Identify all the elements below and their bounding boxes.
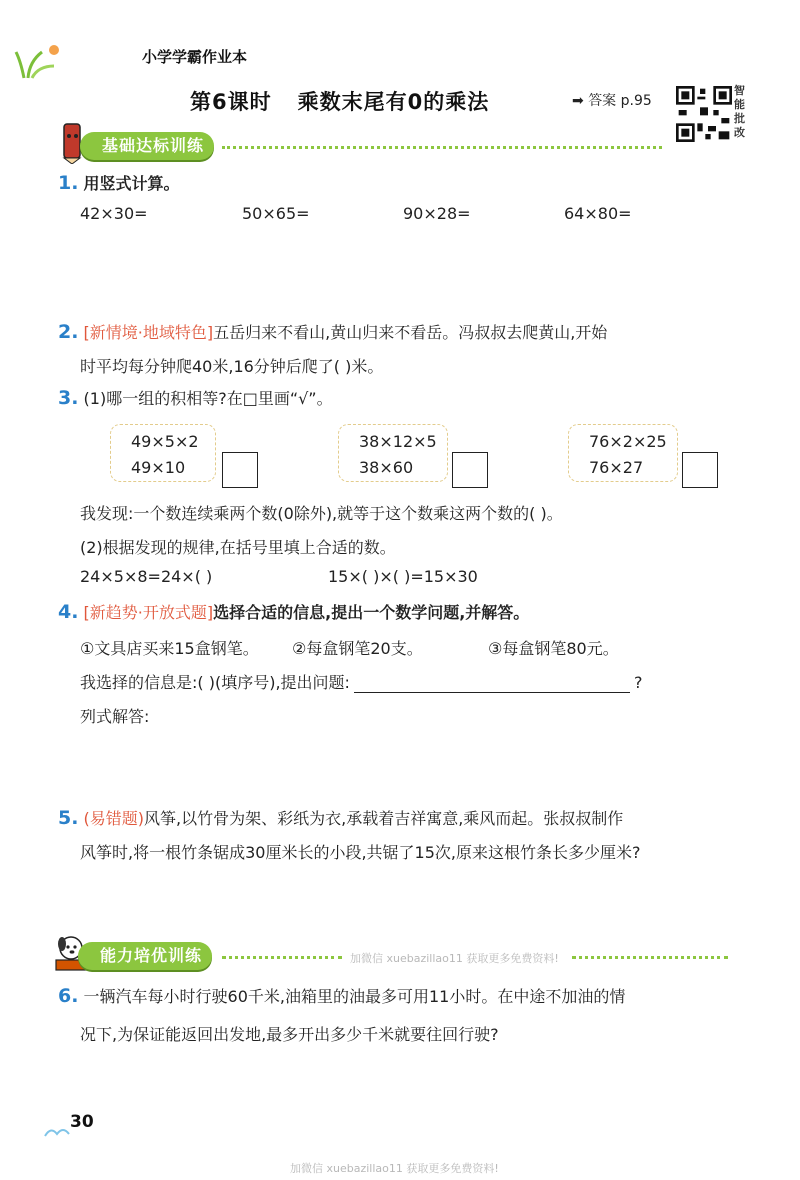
check-box-3[interactable] — [682, 452, 718, 488]
question-5 — [58, 806, 623, 829]
section-divider — [222, 956, 342, 959]
info-1: ①文具店买来15盒钢笔。 — [80, 639, 259, 658]
question-2 — [58, 320, 607, 343]
question-1 — [58, 171, 180, 194]
choose-line — [80, 670, 642, 693]
question-text-line1: 风筝,以竹骨为架、彩纸为衣,承载着吉祥寓意,乘风而起。张叔叔制作 — [144, 809, 624, 828]
question-text-line2: 时平均每分钟爬40米,16分钟后爬了( )米。 — [80, 357, 384, 376]
page-number: 30 — [70, 1112, 94, 1132]
question-part2: (2)根据发现的规律,在括号里填上合适的数。 — [80, 538, 396, 557]
expression-group-1: 49×5×2 49×10 — [110, 424, 216, 482]
check-box-2[interactable] — [452, 452, 488, 488]
question-text-line2: 况下,为保证能返回出发地,最多开出多少千米就要往回行驶? — [80, 1025, 499, 1044]
solve-label: 列式解答: — [80, 707, 150, 726]
answer-reference — [572, 90, 652, 110]
section-advanced — [0, 942, 800, 972]
calc-item-1: 42×30= — [80, 204, 148, 223]
lesson-number: 第6课时 — [190, 90, 272, 114]
section-divider — [572, 956, 728, 959]
question-number: 3. — [58, 387, 79, 409]
question-number: 6. — [58, 985, 79, 1007]
question-text: 选择合适的信息,提出一个数学问题,并解答。 — [213, 603, 530, 622]
arrow-right-icon: ➡ — [572, 93, 584, 109]
wave-decoration-icon — [44, 1124, 70, 1140]
question-4 — [58, 600, 529, 623]
question-3 — [58, 386, 333, 409]
fill-blank-2: 15×( )×( )=15×30 — [328, 567, 478, 586]
section-advanced-label: 能力培优训练 — [78, 942, 212, 970]
question-number: 4. — [58, 601, 79, 623]
lesson-name: 乘数末尾有0的乘法 — [297, 90, 490, 114]
question-mark: ? — [633, 673, 643, 692]
question-part1: (1)哪一组的积相等?在□里画“√”。 — [83, 389, 333, 408]
expression-group-2: 38×12×5 38×60 — [338, 424, 448, 482]
section-basic-label: 基础达标训练 — [80, 132, 214, 160]
info-3: ③每盒钢笔80元。 — [488, 639, 619, 658]
question-text: 用竖式计算。 — [83, 174, 180, 193]
smart-grading-label: 智 能 批 改 — [734, 84, 745, 139]
answer-blank[interactable] — [354, 676, 630, 693]
calc-item-3: 90×28= — [403, 204, 471, 223]
series-title: 小学学霸作业本 — [142, 48, 248, 66]
question-tag: [新情境·地域特色] — [83, 323, 214, 342]
section-basic — [0, 132, 800, 162]
choose-text: 我选择的信息是:( )(填序号),提出问题: — [80, 673, 350, 692]
question-number: 5. — [58, 807, 79, 829]
question-number: 1. — [58, 172, 79, 194]
question-text-line1: 五岳归来不看山,黄山归来不看岳。冯叔叔去爬黄山,开始 — [213, 323, 608, 342]
answer-page: 答案 p.95 — [588, 93, 652, 109]
question-number: 2. — [58, 321, 79, 343]
calc-item-4: 64×80= — [564, 204, 632, 223]
question-tag: [新趋势·开放式题] — [83, 603, 214, 622]
watermark-inline: 加微信 xuebazillao11 获取更多免费资料! — [350, 952, 559, 965]
check-box-1[interactable] — [222, 452, 258, 488]
question-6 — [58, 984, 625, 1007]
page-title — [190, 86, 489, 116]
discovery-text: 我发现:一个数连续乘两个数(0除外),就等于这个数乘这两个数的( )。 — [80, 504, 563, 523]
calc-item-2: 50×65= — [242, 204, 310, 223]
plant-logo-icon — [14, 40, 62, 80]
info-2: ②每盒钢笔20支。 — [292, 639, 423, 658]
section-divider — [222, 146, 662, 149]
question-tag: (易错题) — [83, 809, 145, 828]
fill-blank-1: 24×5×8=24×( ) — [80, 567, 213, 586]
expression-group-3: 76×2×25 76×27 — [568, 424, 678, 482]
question-text-line1: 一辆汽车每小时行驶60千米,油箱里的油最多可用11小时。在中途不加油的情 — [83, 987, 626, 1006]
question-text-line2: 风筝时,将一根竹条锯成30厘米长的小段,共锯了15次,原来这根竹条长多少厘米? — [80, 843, 641, 862]
watermark-bottom: 加微信 xuebazillao11 获取更多免费资料! — [290, 1162, 499, 1175]
